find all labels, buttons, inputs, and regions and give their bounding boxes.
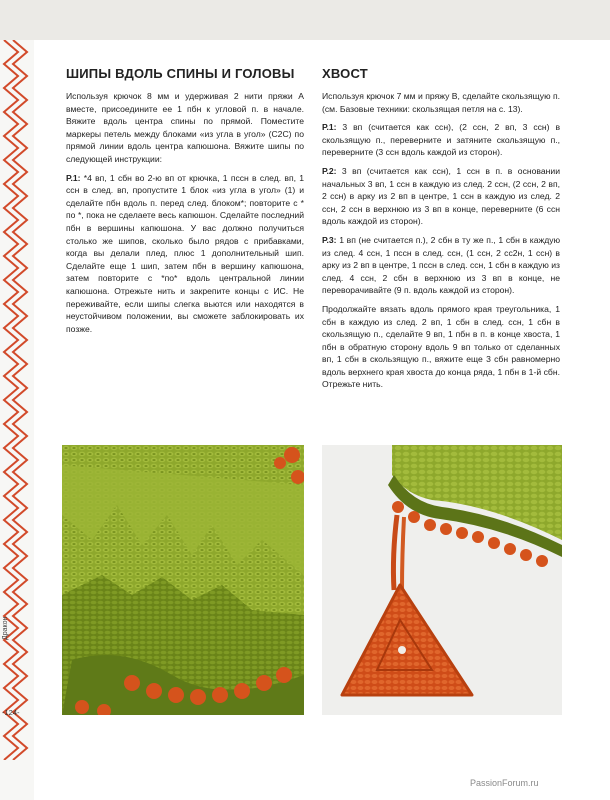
- spikes-title: ШИПЫ ВДОЛЬ СПИНЫ И ГОЛОВЫ: [66, 66, 295, 81]
- page-number: -124-: [2, 708, 20, 717]
- row-text: 3 вп (считается как ссн), 1 ссн в п. в основании начальных 3 вп, 1 ссн в каждую из след. 2 ссн, (2 ссн, 2 вп, 2 ссн) в арку из 2 вп в центре, 1 ссн в каждую из след. 2 ссн, 2 ссн в верхнюю из 3 вп в конце, переверните (6 ссн вдоль каждой из сторон).: [322, 165, 561, 227]
- row-label: Р.1:: [322, 122, 337, 133]
- row-text: 1 вп (не считается п.), 2 сбн в ту же п., 1 сбн в каждую из след. 4 ссн, 1 пссн в след. ссн, (1 ссн, 2 сс2н, 1 ссн) в арку из 2 вп в центре, 1 пссн в след. ссн, 1 сбн в каждую из след. 4 ссн, 2 сбн в верхнюю из 3 вп в конце, не переворачивайте (9 п. вдоль каждой из сторон).: [322, 234, 561, 296]
- spikes-section: [66, 66, 304, 341]
- tail-title: ХВОСТ: [322, 66, 368, 81]
- row-label: Р.2:: [322, 165, 337, 176]
- tail-intro: Используя крючок 7 мм и пряжу В, сделайте скользящую п. (см. Базовые техники: скользящая петля на с. 13).: [322, 91, 560, 114]
- spikes-intro: Используя крючок 8 мм и удерживая 2 нити пряжи А вместе, присоедините ее 1 пбн к угловой п. в начале. Вяжите вдоль центра спины по прямой. Поместите маркеры петель между блоками «из угла в угол» (С2С) по прямой линии вдоль центра капюшона. Вяжите шипы по следующей инструкции:: [66, 91, 304, 164]
- tail-outro: Продолжайте вязать вдоль прямого края треугольника, 1 сбн в каждую из след. 2 вп, 1 сбн в след. ссн, 1 сбн в скользящую п., сделайте 9 вп, 1 пбн в п. в конце хвоста, 1 пбн в обратную сторону вдоль 9 вп только от сделанных вп, 1 сбн в скользящую п., вяжите еще 3 сбн равномерно вдоль верхнего края хвоста до конца ряда, 1 пбн в 1-й сбн. Отрежьте нить.: [322, 303, 560, 390]
- watermark: PassionForum.ru: [470, 778, 539, 788]
- row-label: Р.1:: [66, 172, 81, 183]
- tail-row-2: [322, 165, 560, 228]
- row-label: Р.3:: [322, 234, 337, 245]
- section-side-label: Дракон: [2, 616, 9, 640]
- photo-hood-spikes: [62, 445, 304, 715]
- top-border: [0, 0, 610, 40]
- tail-section: [322, 66, 560, 397]
- row-text: 3 вп (считается как ссн), (2 ссн, 2 вп, 3 ссн) в скользящую п., переверните и затяните скользящую п., переверните (3 ссн вдоль каждой из сторон).: [322, 122, 561, 158]
- tail-row-1: [322, 121, 560, 159]
- zigzag-border-decoration: [0, 40, 34, 760]
- magazine-page: [34, 40, 610, 800]
- tail-row-3: [322, 234, 560, 297]
- row-text: *4 вп, 1 сбн во 2-ю вп от крючка, 1 пссн в след. вп, 1 ссн в след. вп, пропустите 1 блок «из угла в угол» (1) и сделайте пбн вдоль п. перед след. блоком*; повторите с * по *, пока не сделаете весь капюшон. Сделайте последний пбн в вершины капюшона. У вас должно получиться столько же шипов, сколько было рядов с прибавками, когда вы делали плед, плюс 1 дополнительный шип. Сделайте еще 1 шип, затем пбн в вершину капюшона, затем повторите с *по* вдоль центральной линии капюшона. Отрежьте нить и закрепите концы с ИС. Не переживайте, если шипы слегка вьются или находятся в неустойчивом положении, вы сможете заблокировать их позже.: [66, 172, 305, 334]
- photo-tail: [322, 445, 562, 715]
- spikes-row-1: [66, 172, 304, 336]
